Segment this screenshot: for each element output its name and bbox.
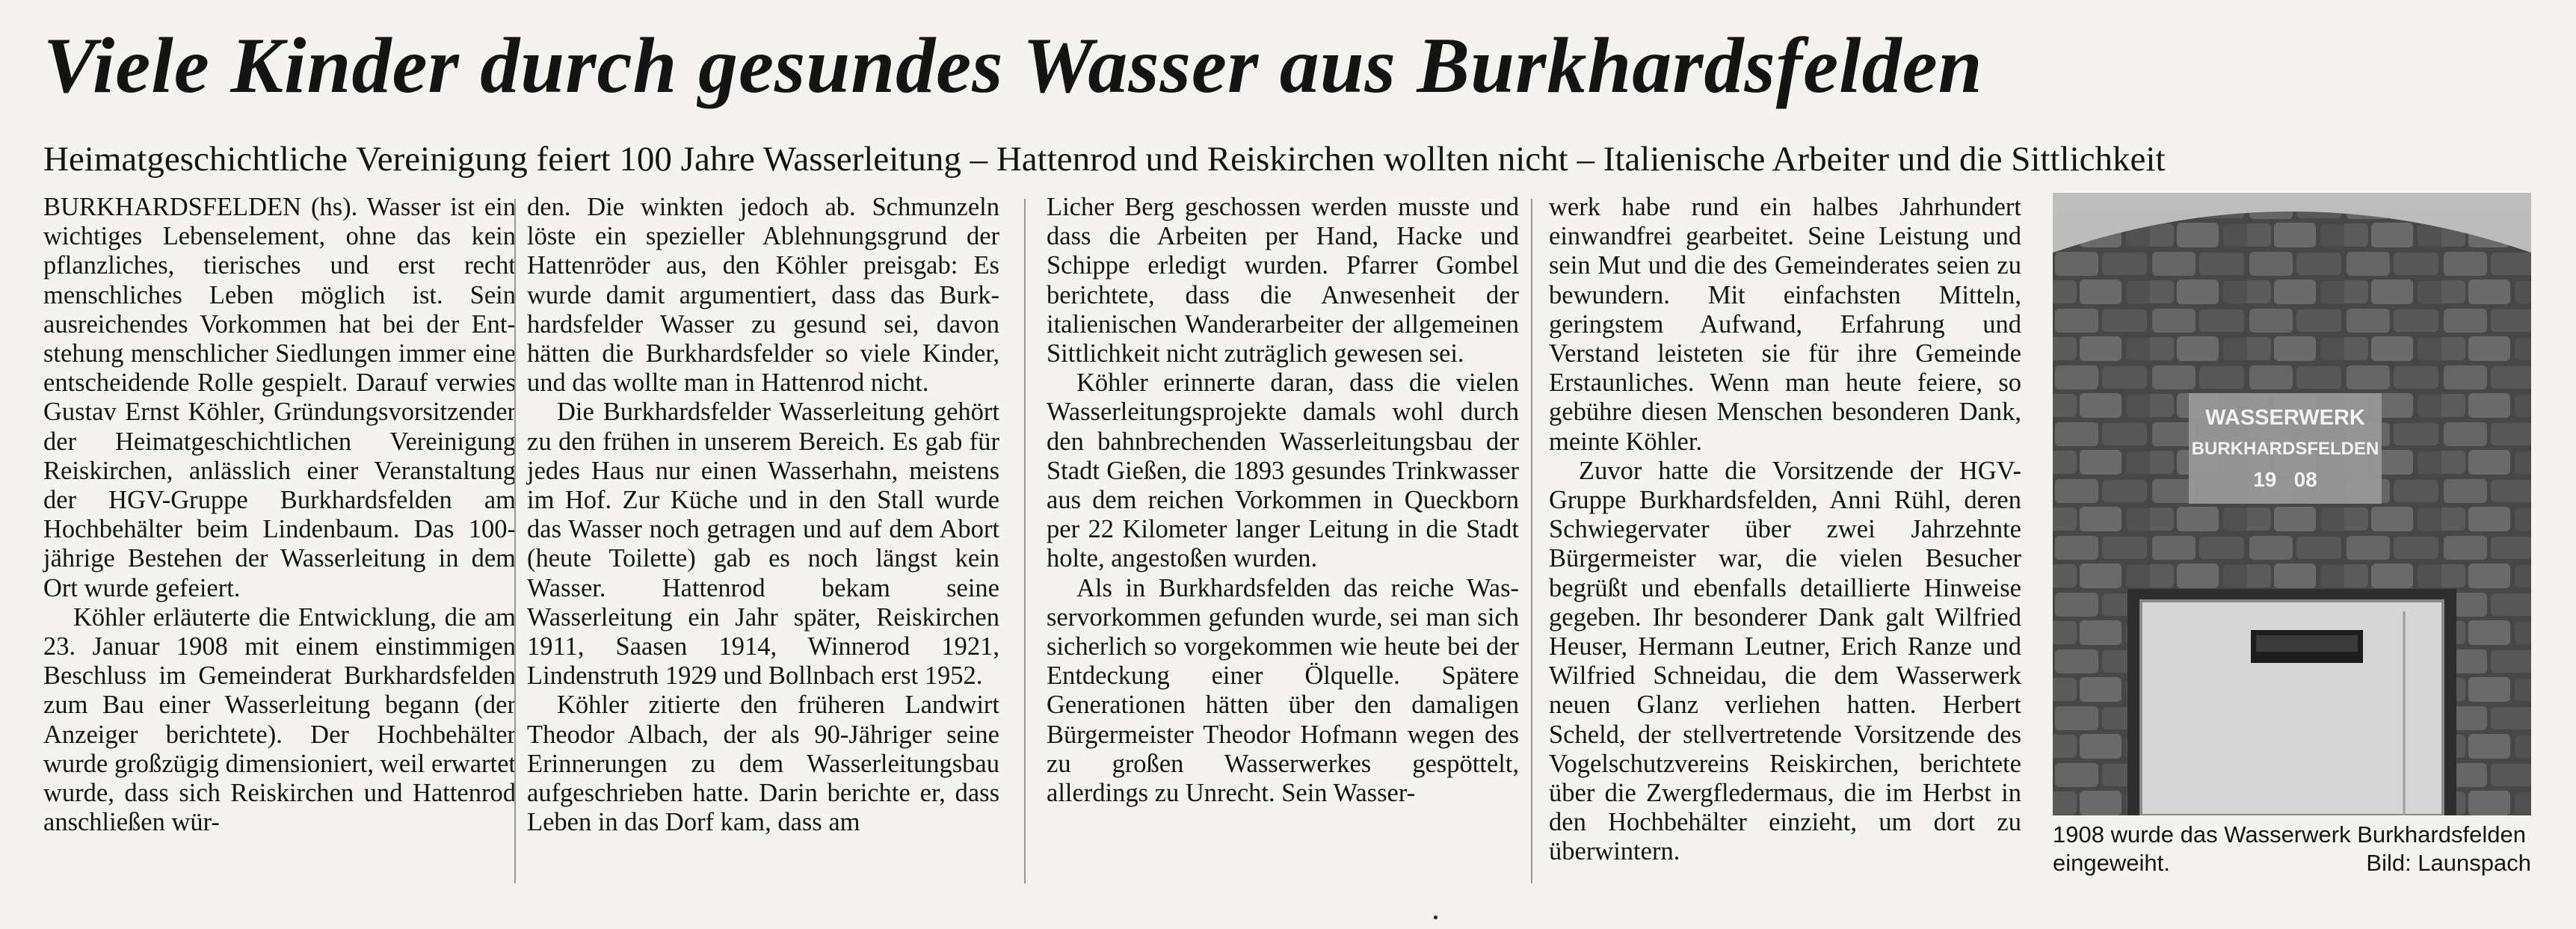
sign-text-line3: 19 08 xyxy=(2253,468,2317,491)
paragraph: werk habe rund ein halbes Jahrhundert einwandfrei gearbeitet. Seine Leistung und sein Mut und die des Gemeinderates seien zu bewundern. Mit einfachsten Mitteln, geringstem Aufwand, Erfahrung und Verstand leisteten sie für ihre Gemeinde Erstaunliches. Wenn man heute feiere, so gebühre diesen Menschen besonderen Dank, meinte Köhler. xyxy=(1549,193,2021,456)
paragraph: Köhler erinnerte daran, dass die vielen Wasserleitungsprojekte damals wohl durch den bahnbrechenden Wasserleitungsbau der Stadt Gießen, die 1893 gesundes Trinkwasser aus dem reichen Vorkommen in Queckborn per 22 Kilometer langer Leitung in die Stadt holte, angestoßen wurden. xyxy=(1047,368,1519,573)
column-divider xyxy=(1531,199,1532,883)
headline: Viele Kinder durch gesundes Wasser aus Burkhardsfelden xyxy=(43,22,1983,109)
paragraph: Die Burkhardsfelder Wasserleitung gehört zu den frühen in unserem Bereich. Es gab für jedes Haus nur einen Wasserhahn, meistens im Hof. Zur Küche und in den Stall wurde das Wasser noch getragen und auf dem Abort (heute Toilette) gab es noch längst kein Wasser. Hattenrod bekam seine Wasserleitung ein Jahr später, Reiskirchen 1911, Saasen 1914, Winnerod 1921, Lindenstruth 1929 und Bollnbach erst 1952. xyxy=(527,398,999,691)
article-column-4 xyxy=(1549,193,2021,867)
column-divider xyxy=(514,199,516,883)
paragraph: Licher Berg geschossen werden musste und dass die Arbeiten per Hand, Hacke und Schippe erledigt wurden. Pfarrer Gombel berichtete, dass die Anwesenheit der italienischen Wanderarbeiter der allgemeinen Sittlichkeit nicht zuträglich gewesen sei. xyxy=(1047,193,1519,368)
sign-text-line2: BURKHARDSFELDEN xyxy=(2191,439,2379,459)
column-divider xyxy=(1024,199,1026,883)
decorative-dot xyxy=(1434,916,1438,919)
article-column-2 xyxy=(527,193,999,837)
photo-caption xyxy=(2053,821,2531,877)
paragraph: Köhler zitierte den früheren Landwirt Theodor Albach, der als 90-Jähriger seine Erinnerungen zu dem Wasserleitungsbau aufgeschrieben hatte. Darin berichte er, dass Leben in das Dorf kam, dass am xyxy=(527,691,999,837)
paragraph: BURKHARDSFELDEN (hs). Wasser ist ein wichtiges Lebenselement, ohne das kein pflanzliches, tierisches und erst recht menschliches Leben möglich ist. Sein ausreichendes Vorkommen hat bei der Entstehung menschlicher Siedlungen immer eine entscheidende Rolle gespielt. Darauf verwies Gustav Ernst Köhler, Gründungsvorsitzender der Heimatgeschichtlichen Vereinigung Reiskirchen, anlässlich einer Veranstaltung der HGV-Gruppe Burkhardsfelden am Hochbehälter beim Lindenbaum. Das 100-jährige Bestehen der Wasserleitung in dem Ort wurde gefeiert. xyxy=(43,193,516,602)
article-column-3 xyxy=(1047,193,1519,808)
waterworks-photo xyxy=(2053,193,2531,815)
paragraph: Zuvor hatte die Vorsitzende der HGV-Gruppe Burkhardsfelden, Anni Rühl, deren Schwiegervater über zwei Jahrzehnte Bürgermeister war, die vielen Besucher begrüßt und ebenfalls detaillierte Hinweise gegeben. Ihr besonderer Dank galt Wilfried Heuser, Hermann Leutner, Erich Ranze und Wilfried Schneidau, die dem Wasserwerk neuen Glanz verliehen hatten. Herbert Scheld, der stellvertretende Vorsitzende des Vogelschutzvereins Reiskirchen, berichtete über die Zwergfledermaus, die im Herbst in den Hochbehälter einzieht, um dort zu überwintern. xyxy=(1549,456,2021,866)
subheadline: Heimatgeschichtliche Vereinigung feiert 100 Jahre Wasserleitung – Hattenrod und Reiskirchen wollten nicht – Italienische Arbeiter und die Sittlichkeit xyxy=(43,140,2166,179)
article-column-1 xyxy=(43,193,516,837)
paragraph: Als in Burkhardsfelden das reiche Wasservorkommen gefunden wurde, sei man sich sicherlich so vorgekommen wie heute bei der Entdeckung einer Ölquelle. Spätere Generationen hätten über den damaligen Bürgermeister Theodor Hofmann wegen des zu großen Wasserwerkes gespöttelt, allerdings zu Unrecht. Sein Wasser- xyxy=(1047,573,1519,808)
caption-text: 1908 wurde das Wasserwerk Burkhardsfelden eingeweiht. xyxy=(2053,821,2526,876)
paragraph: Köhler erläuterte die Entwicklung, die am 23. Januar 1908 mit einem einstimmigen Beschluss im Gemeinderat Burkhardsfelden zum Bau einer Wasserleitung begann (der Anzeiger berichtete). Der Hochbehälter wurde großzügig dimensioniert, weil erwartet wurde, dass sich Reiskirchen und Hattenrod anschließen wür- xyxy=(43,602,516,837)
photo-credit: Bild: Launspach xyxy=(2366,850,2531,876)
paragraph: den. Die winkten jedoch ab. Schmunzeln löste ein spezieller Ablehnungsgrund der Hattenröder aus, den Köhler preisgab: Es wurde damit argumentiert, dass das Burkhardsfelder Wasser zu gesund sei, davon hätten die Burkhardsfelder so viele Kinder, und das wollte man in Hattenrod nicht. xyxy=(527,193,999,398)
sign-text-line1: WASSERWERK xyxy=(2205,406,2365,430)
